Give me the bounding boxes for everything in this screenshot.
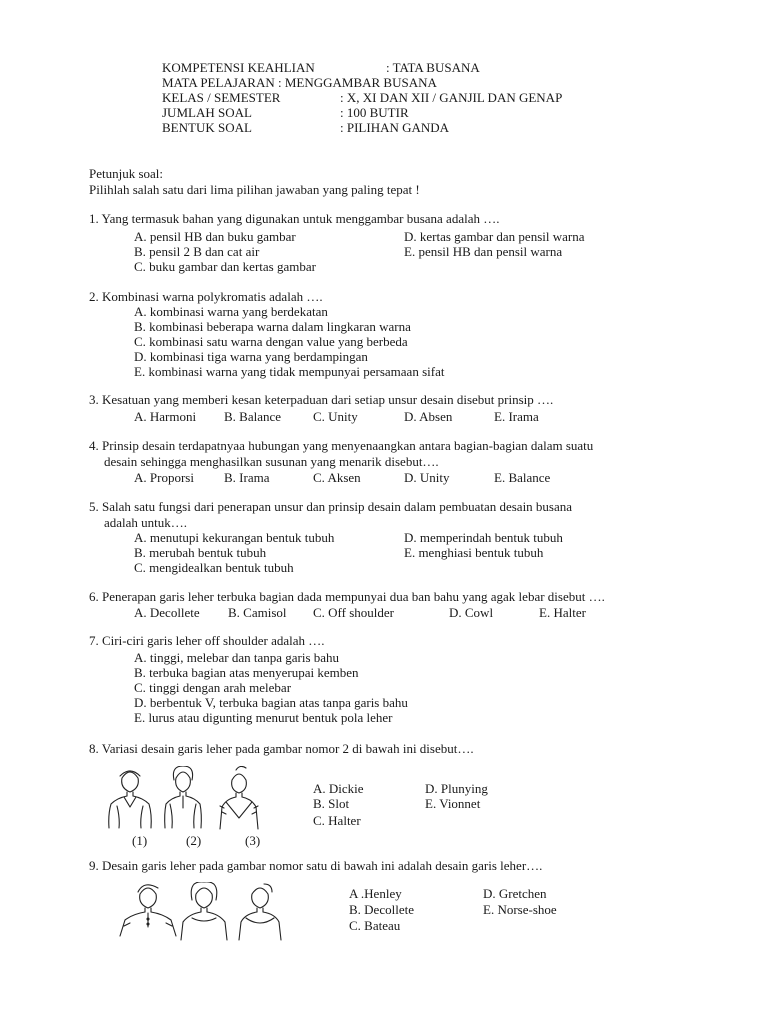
header-value: : 100 BUTIR (340, 105, 409, 120)
answer-option: C. Aksen (313, 470, 361, 485)
question-text: 8. Variasi desain garis leher pada gambar nomor 2 di bawah ini disebut…. (89, 741, 474, 756)
answer-option: B. merubah bentuk tubuh (134, 545, 267, 560)
answer-option: B. Balance (224, 409, 282, 424)
fashion-figure-1 (109, 771, 152, 828)
question-text: 6. Penerapan garis leher terbuka bagian dada mempunyai dua ban bahu yang agak lebar disebut …. (89, 589, 605, 604)
answer-option: D. kertas gambar dan pensil warna (404, 229, 585, 244)
neckline-figures-q8 (108, 766, 278, 834)
question-text: 4. Prinsip desain terdapatnyaa hubungan yang menyenaangkan antara bagian-bagian dalam suatu (89, 438, 594, 453)
answer-option: A. menutupi kekurangan bentuk tubuh (134, 530, 335, 545)
answer-option: A. tinggi, melebar dan tanpa garis bahu (134, 650, 340, 665)
header-value: : X, XI DAN XII / GANJIL DAN GENAP (340, 90, 563, 105)
answer-option: A. pensil HB dan buku gambar (134, 229, 296, 244)
header-label: KOMPETENSI KEAHLIAN (162, 60, 315, 75)
header-value: : TATA BUSANA (386, 60, 480, 75)
figure-label: (3) (245, 833, 261, 848)
answer-option: B. kombinasi beberapa warna dalam lingkaran warna (134, 319, 411, 334)
figure-label: (2) (186, 833, 202, 848)
answer-option: B. Slot (313, 796, 350, 811)
fashion-figure-3 (239, 884, 281, 940)
question-text-cont: desain sehingga menghasilkan susunan yang menarik disebut…. (104, 454, 439, 469)
header-label: MATA PELAJARAN : MENGGAMBAR BUSANA (162, 75, 437, 90)
answer-option: D. kombinasi tiga warna yang berdampingan (134, 349, 368, 364)
question-text: 9. Desain garis leher pada gambar nomor satu di bawah ini adalah desain garis leher…. (89, 858, 543, 873)
instructions-text: Pilihlah salah satu dari lima pilihan jawaban yang paling tepat ! (89, 182, 420, 197)
answer-option: B. Camisol (228, 605, 287, 620)
answer-option: E. Vionnet (425, 796, 481, 811)
answer-option: C. buku gambar dan kertas gambar (134, 259, 316, 274)
answer-option: E. Halter (539, 605, 586, 620)
answer-option: D. Unity (404, 470, 450, 485)
answer-option: E. Irama (494, 409, 539, 424)
answer-option: C. tinggi dengan arah melebar (134, 680, 292, 695)
answer-option: D. berbentuk V, terbuka bagian atas tanpa garis bahu (134, 695, 408, 710)
answer-option: E. Balance (494, 470, 551, 485)
header-value: : PILIHAN GANDA (340, 120, 450, 135)
answer-option: A. Harmoni (134, 409, 197, 424)
answer-option: E. kombinasi warna yang tidak mempunyai persamaan sifat (134, 364, 445, 379)
answer-option: D. memperindah bentuk tubuh (404, 530, 563, 545)
answer-option: E. Norse-shoe (483, 902, 557, 917)
answer-option: D. Gretchen (483, 886, 547, 901)
answer-option: B. Irama (224, 470, 270, 485)
question-text: 2. Kombinasi warna polykromatis adalah …. (89, 289, 323, 304)
answer-option: E. lurus atau digunting menurut bentuk pola leher (134, 710, 393, 725)
question-text: 7. Ciri-ciri garis leher off shoulder adalah …. (89, 633, 325, 648)
answer-option: C. Bateau (349, 918, 401, 933)
fashion-figure-2 (181, 882, 227, 940)
question-text: 5. Salah satu fungsi dari penerapan unsur dan prinsip desain dalam pembuatan desain busana (89, 499, 573, 514)
answer-option: E. menghiasi bentuk tubuh (404, 545, 544, 560)
exam-header (162, 60, 642, 136)
fashion-figure-2 (165, 766, 202, 828)
question-text-cont: adalah untuk…. (104, 515, 188, 530)
fashion-figure-3 (220, 766, 258, 829)
answer-option: B. Decollete (349, 902, 414, 917)
answer-option: D. Cowl (449, 605, 494, 620)
answer-option: A. kombinasi warna yang berdekatan (134, 304, 328, 319)
question-text: 3. Kesatuan yang memberi kesan keterpaduan dari setiap unsur desain disebut prinsip …. (89, 392, 554, 407)
answer-option: C. mengidealkan bentuk tubuh (134, 560, 294, 575)
answer-option: B. terbuka bagian atas menyerupai kemben (134, 665, 359, 680)
answer-option: E. pensil HB dan pensil warna (404, 244, 563, 259)
header-label: KELAS / SEMESTER (162, 90, 281, 105)
answer-option: A. Decollete (134, 605, 200, 620)
answer-option: D. Plunying (425, 781, 488, 796)
answer-option: B. pensil 2 B dan cat air (134, 244, 260, 259)
answer-option: C. Off shoulder (313, 605, 395, 620)
answer-option: A. Proporsi (134, 470, 194, 485)
answer-option: D. Absen (404, 409, 453, 424)
answer-option: A .Henley (349, 886, 402, 901)
instructions-title: Petunjuk soal: (89, 166, 164, 181)
fashion-figure-1 (120, 885, 176, 936)
figure-label: (1) (132, 833, 148, 848)
header-label: JUMLAH SOAL (162, 105, 252, 120)
neckline-figures-q9 (118, 882, 294, 942)
header-label: BENTUK SOAL (162, 120, 252, 135)
answer-option: C. Halter (313, 813, 361, 828)
question-text: 1. Yang termasuk bahan yang digunakan untuk menggambar busana adalah …. (89, 211, 500, 226)
answer-option: A. Dickie (313, 781, 364, 796)
answer-option: C. Unity (313, 409, 358, 424)
answer-option: C. kombinasi satu warna dengan value yang berbeda (134, 334, 408, 349)
